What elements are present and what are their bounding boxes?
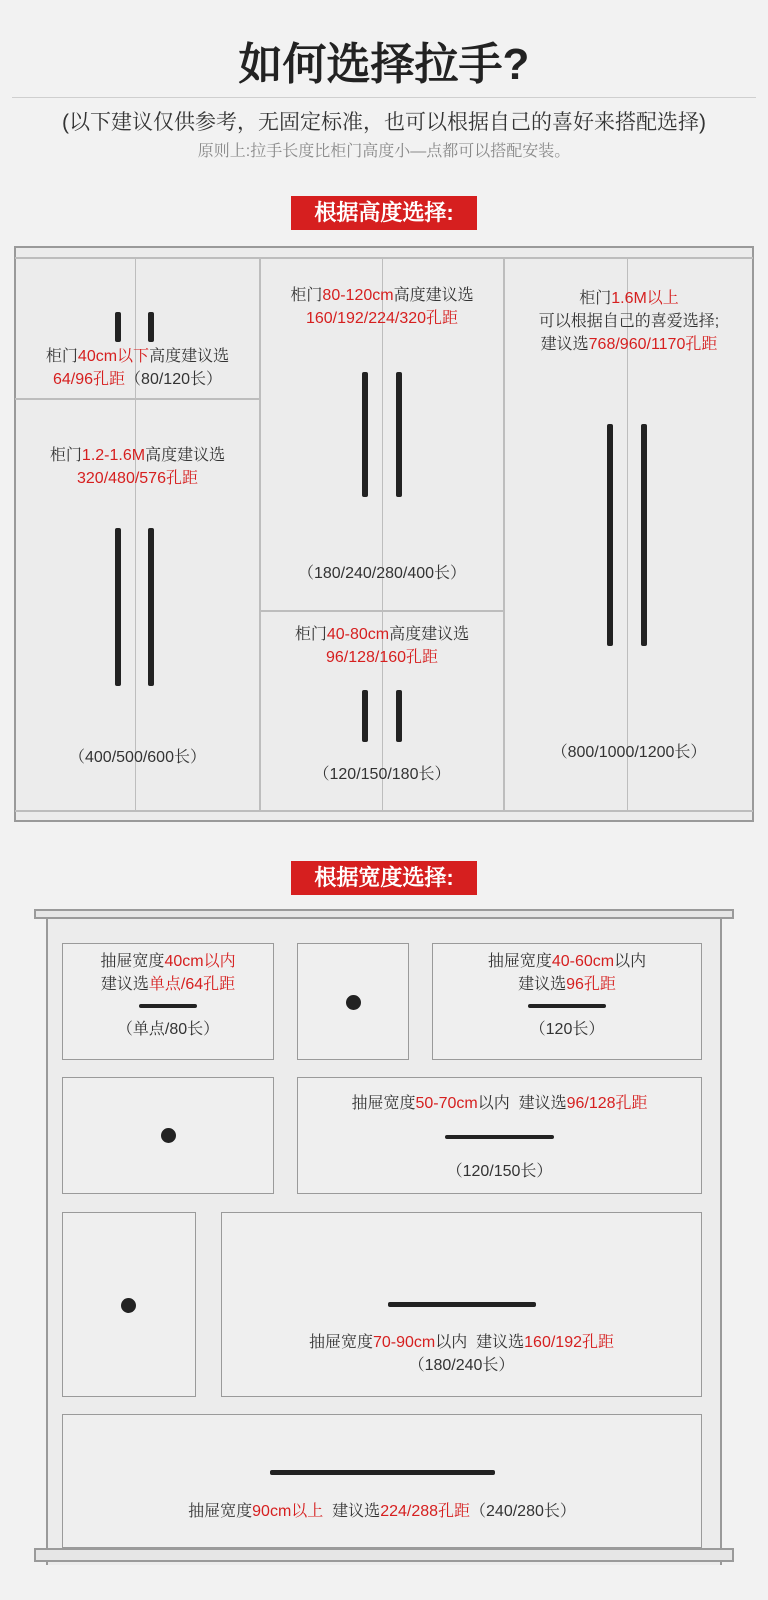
knob-dot [346,995,361,1010]
page-title: 如何选择拉手? [238,40,530,89]
height-section-banner: 根据高度选择: [291,196,477,230]
xl-cabinet-lengths: （800/1000/1200长） [551,744,707,761]
drawer-70-90-advice: 抽屉宽度70-90cm以内 建议选160/192孔距 （180/240长） [308,1334,614,1374]
drawer-40-lengths: （单点/80长） [116,1021,220,1038]
divider [12,97,756,98]
handle-bar [115,528,121,686]
handle-bar [445,1135,554,1139]
tall-cabinet-advice: 柜门1.2-1.6M高度建议选 320/480/576孔距 [49,447,226,487]
short-cabinet-advice: 柜门40-80cm高度建议选 96/128/160孔距 [294,626,470,666]
handle-bar [148,528,154,686]
handle-bar [607,424,613,646]
column-divider [259,258,261,811]
dresser-top [34,909,734,919]
medium-cabinet-advice: 柜门80-120cm高度建议选 160/192/224/320孔距 [290,287,474,327]
handle-bar [115,312,121,342]
drawer-50-70-advice: 抽屉宽度50-70cm以内 建议选96/128孔距 [351,1095,648,1112]
handle-bar [388,1302,536,1307]
knob-dot [161,1128,176,1143]
drawer [62,1414,702,1548]
handle-bar [641,424,647,646]
knob-dot [121,1298,136,1313]
drawer-40-advice: 抽屉宽度40cm以内 建议选单点/64孔距 [100,953,236,993]
handle-bar [139,1004,197,1008]
handle-bar [362,690,368,742]
handle-bar [270,1470,495,1475]
handle-bar [396,372,402,497]
short-cabinet-lengths: （120/150/180长） [313,766,451,783]
drawer-90-advice: 抽屉宽度90cm以上 建议选224/288孔距（240/280长） [188,1503,576,1520]
frame-top-line [15,257,753,259]
width-section-banner: 根据宽度选择: [291,861,477,895]
handle-bar [362,372,368,497]
handle-bar [528,1004,606,1008]
tall-cabinet-lengths: （400/500/600长） [69,749,206,766]
drawer-40-60-advice: 抽屉宽度40-60cm以内 建议选96孔距 [487,953,647,993]
frame-bottom-line [15,810,753,812]
xl-cabinet-advice: 柜门1.6M以上 可以根据自己的喜爱选择; 建议选768/960/1170孔距 [538,290,720,353]
small-cabinet-advice: 柜门40cm以下高度建议选 64/96孔距（80/120长） [45,348,230,388]
shelf-divider [15,398,260,400]
dresser-base [34,1548,734,1562]
subtitle: (以下建议仅供参考，无固定标准，也可以根据自己的喜好来搭配选择) [62,111,706,134]
medium-cabinet-lengths: （180/240/280/400长） [297,565,467,582]
drawer-40-60-lengths: （120长） [529,1021,605,1038]
handle-bar [396,690,402,742]
handle-bar [148,312,154,342]
door-split-line [382,258,383,810]
principle-note: 原则上:拉手长度比柜门高度小—点都可以搭配安装。 [197,143,571,160]
door-split-line [135,258,136,810]
drawer-50-70-lengths: （120/150长） [446,1163,553,1180]
